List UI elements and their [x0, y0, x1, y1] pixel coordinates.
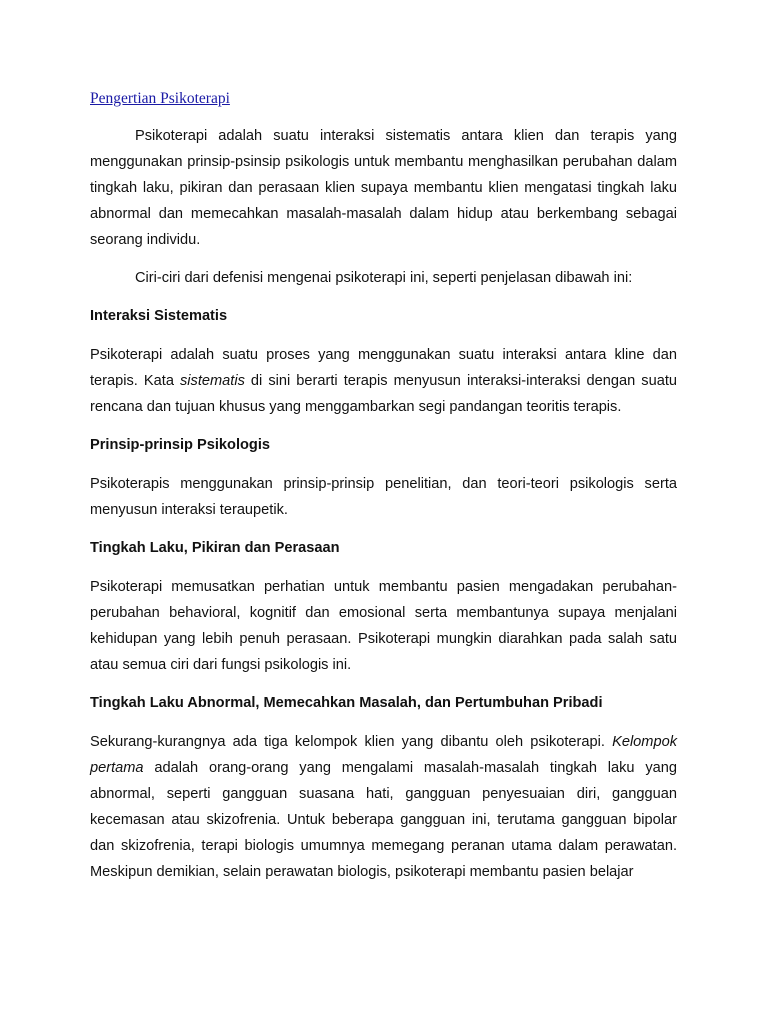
- section-heading-tingkah-laku: Tingkah Laku, Pikiran dan Perasaan: [90, 540, 340, 556]
- section-paragraph-interaksi: [90, 342, 677, 420]
- intro-paragraph: Psikoterapi adalah suatu interaksi sistematis antara klien dan terapis yang menggunakan prinsip-psinsip psikologis untuk membantu menghasilkan perubahan dalam tingkah laku, pikiran dan perasaan klien supaya membantu klien mengatasi tingkah laku abnormal dan memecahkan masalah-masalah dalam hidup atau berkembang sebagai seorang individu.: [90, 128, 677, 248]
- text-run: Psikoterapi adalah suatu proses yang menggunakan suatu interaksi antara kline dan terapis. Kata: [90, 347, 677, 389]
- section-heading-interaksi: Interaksi Sistematis: [90, 308, 228, 324]
- section-heading-abnormal: Tingkah Laku Abnormal, Memecahkan Masalah, dan Pertumbuhan Pribadi: [90, 695, 603, 711]
- text-run: di sini berarti terapis menyusun interaksi-interaksi dengan suatu rencana dan tujuan khusus yang menggambarkan segi pandangan teoritis terapis.: [90, 373, 677, 415]
- section-paragraph-abnormal: [90, 729, 677, 885]
- text-run: adalah orang-orang yang mengalami masalah-masalah tingkah laku yang abnormal, seperti gangguan suasana hati, gangguan penyesuaian diri, gangguan kecemasan atau skizofrenia. Untuk beberapa gangguan ini, terutama gangguan bipolar dan skizofrenia, terapi biologis umumnya memegang peranan utama dalam perawatan. Meskipun demikian, selain perawatan biologis, psikoterapi membantu pasien belajar: [90, 760, 677, 880]
- document-page: [90, 88, 677, 885]
- italic-term: Kelompok pertama: [90, 734, 677, 776]
- page-title[interactable]: Pengertian Psikoterapi: [90, 90, 230, 107]
- italic-term: sistematis: [180, 373, 245, 389]
- section-paragraph-tingkah-laku: Psikoterapi memusatkan perhatian untuk membantu pasien mengadakan perubahan-perubahan behavioral, kognitif dan emosional serta membantunya supaya menjalani kehidupan yang lebih penuh perasaan. Psikoterapi mungkin diarahkan pada salah satu atau semua ciri dari fungsi psikologis ini.: [90, 579, 677, 673]
- section-paragraph-prinsip: Psikoterapis menggunakan prinsip-prinsip penelitian, dan teori-teori psikologis serta menyusun interaksi teraupetik.: [90, 476, 677, 518]
- intro-note-paragraph: Ciri-ciri dari defenisi mengenai psikoterapi ini, seperti penjelasan dibawah ini:: [135, 270, 633, 286]
- text-run: Sekurang-kurangnya ada tiga kelompok klien yang dibantu oleh psikoterapi.: [90, 734, 613, 750]
- section-heading-prinsip: Prinsip-prinsip Psikologis: [90, 437, 271, 453]
